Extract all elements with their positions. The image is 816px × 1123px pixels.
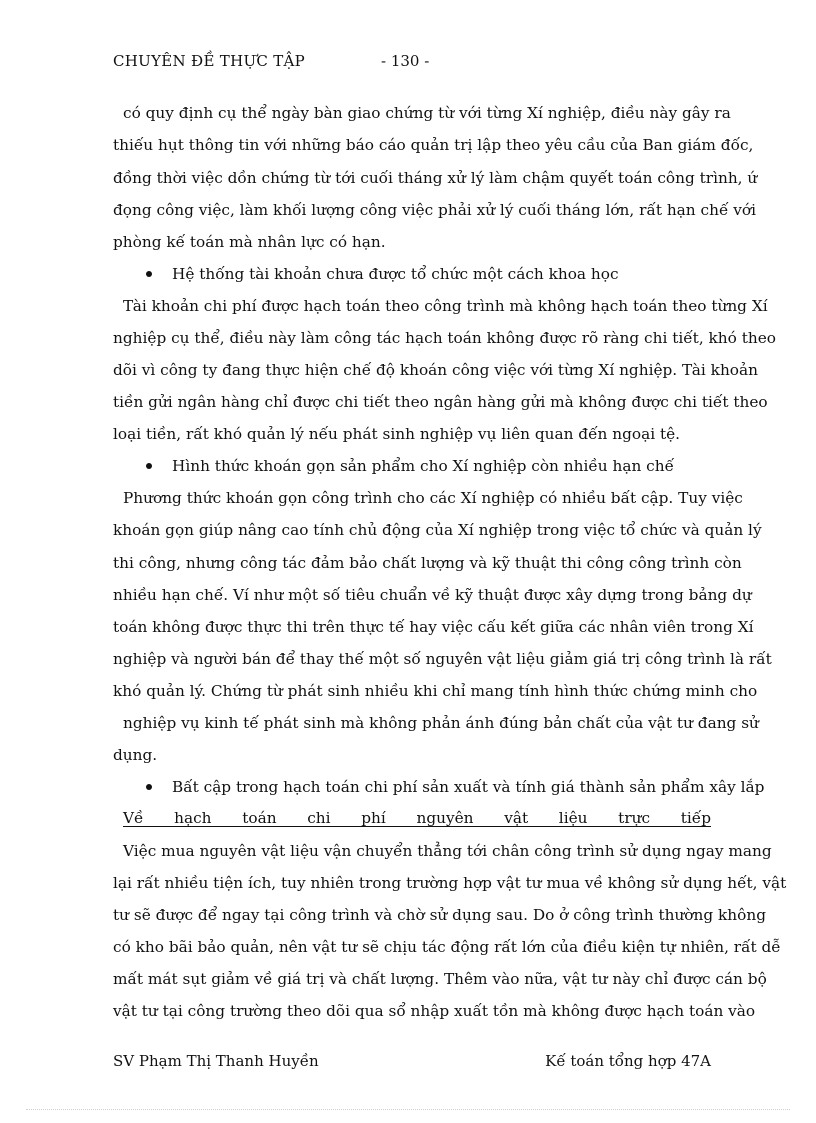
paragraph-line: có kho bãi bảo quản, nên vật tư sẽ chịu tác động rất lớn của điều kiện tự nhiên, rất dễ xyxy=(113,938,781,956)
paragraph-line: nghiệp vụ kinh tế phát sinh mà không phản ánh đúng bản chất của vật tư đang sử xyxy=(123,714,759,732)
footer-author: SV Phạm Thị Thanh Huyền xyxy=(113,1052,319,1070)
paragraph-line: Tài khoản chi phí được hạch toán theo công trình mà không hạch toán theo từng Xí xyxy=(123,297,768,315)
paragraph-line: Phương thức khoán gọn công trình cho các Xí nghiệp có nhiều bất cập. Tuy việc xyxy=(123,489,743,507)
paragraph-line: nhiều hạn chế. Ví như một số tiêu chuẩn về kỹ thuật được xây dựng trong bảng dự xyxy=(113,586,752,604)
paragraph-line: lại rất nhiều tiện ích, tuy nhiên trong trường hợp vật tư mua về không sử dụng hết, vật xyxy=(113,874,787,892)
paragraph-line: dõi vì công ty đang thực hiện chế độ khoán công việc với từng Xí nghiệp. Tài khoản xyxy=(113,361,758,379)
paragraph-line: dụng. xyxy=(113,746,158,764)
paragraph-line: đồng thời việc dồn chứng từ tới cuối tháng xử lý làm chậm quyết toán công trình, ứ xyxy=(113,169,758,187)
paragraph-line: tư sẽ được để ngay tại công trình và chờ sử dụng sau. Do ở công trình thường không xyxy=(113,906,766,924)
page-number: - 130 - xyxy=(381,52,430,70)
bullet-icon xyxy=(146,784,152,790)
header-title: CHUYÊN ĐỀ THỰC TẬP xyxy=(113,52,306,70)
paragraph-line: Việc mua nguyên vật liệu vận chuyển thẳng tới chân công trình sử dụng ngay mang xyxy=(123,842,772,860)
paragraph-line: thi công, nhưng công tác đảm bảo chất lượng và kỹ thuật thi công công trình còn xyxy=(113,554,742,572)
paragraph-line: toán không được thực thi trên thực tế hay việc cấu kết giữa các nhân viên trong Xí xyxy=(113,618,754,636)
page-header xyxy=(113,52,713,74)
paragraph-line: khoán gọn giúp nâng cao tính chủ động của Xí nghiệp trong việc tổ chức và quản lý xyxy=(113,521,762,539)
paragraph-line: vật tư tại công trường theo dõi qua sổ nhập xuất tồn mà không được hạch toán vào xyxy=(113,1002,756,1020)
section-subheading: Về hạch toán chi phí nguyên vật liệu trực tiếp xyxy=(123,809,711,827)
bullet-text: Hình thức khoán gọn sản phẩm cho Xí nghiệp còn nhiều hạn chế xyxy=(172,457,674,475)
paragraph-line: loại tiền, rất khó quản lý nếu phát sinh nghiệp vụ liên quan đến ngoại tệ. xyxy=(113,425,681,443)
paragraph-line: nghiệp cụ thể, điều này làm công tác hạch toán không được rõ ràng chi tiết, khó theo xyxy=(113,329,776,347)
paragraph-line: phòng kế toán mà nhân lực có hạn. xyxy=(113,233,386,251)
bullet-icon xyxy=(146,463,152,469)
bullet-text: Hệ thống tài khoản chưa được tổ chức một cách khoa học xyxy=(172,265,619,283)
page-footer xyxy=(113,1052,711,1074)
footer-class: Kế toán tổng hợp 47A xyxy=(545,1052,711,1070)
paragraph-line: có quy định cụ thể ngày bàn giao chứng từ với từng Xí nghiệp, điều này gây ra xyxy=(123,104,731,122)
paragraph-line: đọng công việc, làm khối lượng công việc phải xử lý cuối tháng lớn, rất hạn chế với xyxy=(113,201,756,219)
paragraph-line: khó quản lý. Chứng từ phát sinh nhiều khi chỉ mang tính hình thức chứng minh cho xyxy=(113,682,758,700)
paragraph-line: tiền gửi ngân hàng chỉ được chi tiết theo ngân hàng gửi mà không được chi tiết theo xyxy=(113,393,768,411)
bullet-text: Bất cập trong hạch toán chi phí sản xuất và tính giá thành sản phẩm xây lắp xyxy=(172,778,765,796)
paragraph-line: mất mát sụt giảm về giá trị và chất lượng. Thêm vào nữa, vật tư này chỉ được cán bộ xyxy=(113,970,767,988)
page-bottom-divider xyxy=(26,1109,790,1110)
bullet-icon xyxy=(146,271,152,277)
paragraph-line: nghiệp và người bán để thay thế một số nguyên vật liệu giảm giá trị công trình là rất xyxy=(113,650,772,668)
paragraph-line: thiếu hụt thông tin với những báo cáo quản trị lập theo yêu cầu của Ban giám đốc, xyxy=(113,136,754,154)
